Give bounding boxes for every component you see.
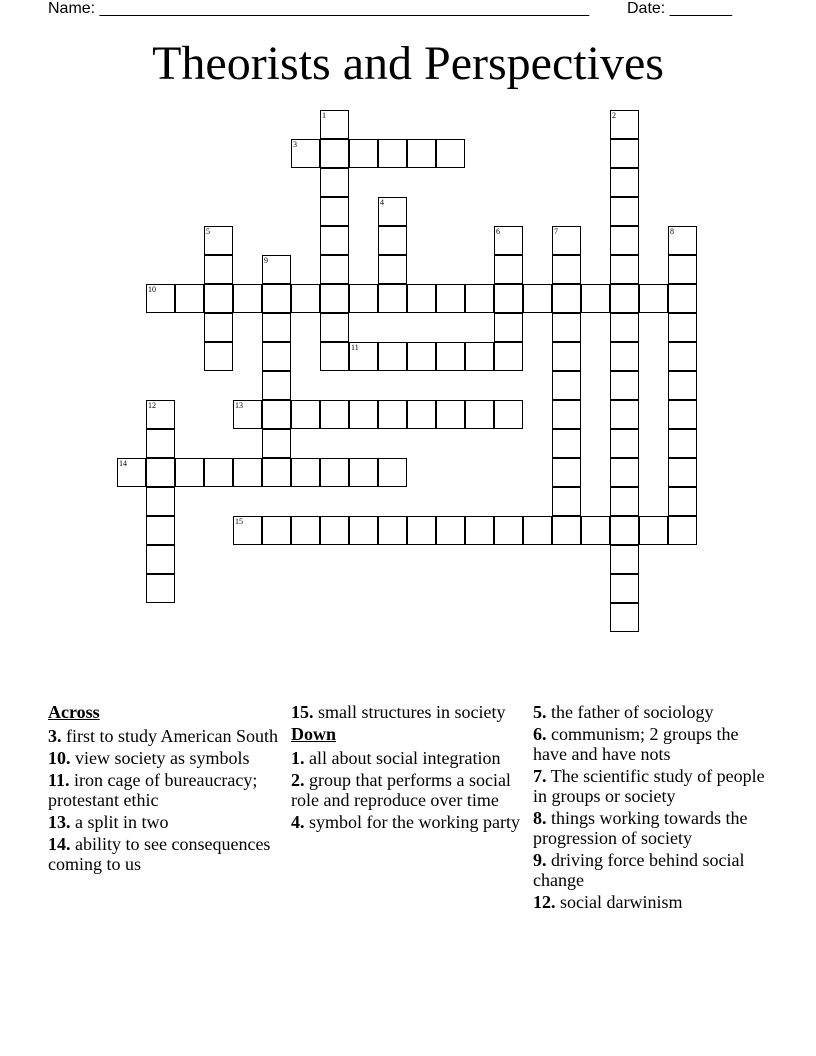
clue-text: all about social integration [309,748,501,768]
grid-cell[interactable] [494,255,523,284]
name-field-label: Name: _______________________________________________________ [48,0,589,17]
clue-number: 1. [291,748,305,768]
grid-cell[interactable] [668,342,697,371]
grid-cell[interactable] [146,284,175,313]
grid-cell[interactable] [552,487,581,516]
grid-cell[interactable] [146,545,175,574]
cell-number: 9 [264,256,268,265]
grid-cell[interactable] [610,371,639,400]
cell-number: 7 [554,227,558,236]
grid-cell[interactable] [552,400,581,429]
grid-cell[interactable] [320,255,349,284]
grid-cell[interactable] [552,255,581,284]
grid-cell[interactable] [610,545,639,574]
grid-cell[interactable] [378,284,407,313]
clue-text: communism; 2 groups the have and have nots [533,724,739,764]
grid-cell[interactable] [349,342,378,371]
clue-text: things working towards the progression of society [533,808,748,848]
clue-number: 14. [48,834,71,854]
grid-cell[interactable] [668,458,697,487]
grid-cell[interactable] [494,284,523,313]
clue-across-11 [48,770,280,810]
grid-cell[interactable] [146,487,175,516]
clue-text: The scientific study of people in groups or society [533,766,765,806]
grid-cell[interactable] [465,284,494,313]
grid-cell[interactable] [262,342,291,371]
cell-number: 2 [612,111,616,120]
grid-cell[interactable] [639,516,668,545]
grid-cell[interactable] [610,342,639,371]
grid-cell[interactable] [581,516,610,545]
clue-text: first to study American South [66,726,278,746]
grid-cell[interactable] [146,516,175,545]
clue-down-7 [533,766,773,806]
grid-cell[interactable] [320,197,349,226]
cell-number: 5 [206,227,210,236]
clue-text: a split in two [75,812,169,832]
grid-cell[interactable] [668,487,697,516]
grid-cell[interactable] [320,458,349,487]
cell-number: 10 [148,285,156,294]
grid-cell[interactable] [552,342,581,371]
grid-cell[interactable] [320,168,349,197]
grid-cell[interactable] [436,139,465,168]
cell-number: 13 [235,401,243,410]
grid-cell[interactable] [291,516,320,545]
grid-cell[interactable] [494,516,523,545]
grid-cell[interactable] [233,284,262,313]
grid-cell[interactable] [552,516,581,545]
grid-cell[interactable] [523,284,552,313]
clue-down-1 [291,748,523,768]
grid-cell[interactable] [552,371,581,400]
grid-cell[interactable] [349,139,378,168]
clue-down-12 [533,892,773,912]
grid-cell[interactable] [262,371,291,400]
clue-across-10 [48,748,280,768]
grid-cell[interactable] [610,516,639,545]
cell-number: 12 [148,401,156,410]
clue-number: 7. [533,766,547,786]
grid-cell[interactable] [610,574,639,603]
grid-cell[interactable] [378,516,407,545]
grid-cell[interactable] [552,313,581,342]
grid-cell[interactable] [407,516,436,545]
clue-down-5 [533,702,773,722]
down-heading: Down [291,724,337,744]
clue-number: 3. [48,726,62,746]
grid-cell[interactable] [291,139,320,168]
grid-cell[interactable] [465,342,494,371]
cell-number: 11 [351,343,359,352]
clue-text: iron cage of bureaucracy; protestant ethic [48,770,258,810]
grid-cell[interactable] [320,400,349,429]
clue-number: 12. [533,892,556,912]
clue-text: ability to see consequences coming to us [48,834,271,874]
clue-text: group that performs a social role and reproduce over time [291,770,511,810]
grid-cell[interactable] [204,342,233,371]
grid-cell[interactable] [610,603,639,632]
grid-cell[interactable] [610,139,639,168]
clue-down-2 [291,770,523,810]
clue-number: 13. [48,812,71,832]
grid-cell[interactable] [320,139,349,168]
cell-number: 1 [322,111,326,120]
grid-cell[interactable] [117,458,146,487]
grid-cell[interactable] [262,516,291,545]
clue-text: symbol for the working party [309,812,520,832]
grid-cell[interactable] [175,458,204,487]
grid-cell[interactable] [552,226,581,255]
grid-cell[interactable] [378,342,407,371]
grid-cell[interactable] [494,313,523,342]
clue-number: 10. [48,748,71,768]
grid-cell[interactable] [610,255,639,284]
grid-cell[interactable] [610,284,639,313]
grid-cell[interactable] [407,139,436,168]
clue-across-13 [48,812,280,832]
clue-text: driving force behind social change [533,850,745,890]
date-field-label: Date: _______ [627,0,732,17]
grid-cell[interactable] [668,255,697,284]
clue-text: the father of sociology [551,702,714,722]
grid-cell[interactable] [204,226,233,255]
grid-cell[interactable] [378,226,407,255]
clue-number: 5. [533,702,547,722]
grid-cell[interactable] [320,284,349,313]
grid-cell[interactable] [610,458,639,487]
across-heading: Across [48,702,100,722]
grid-cell[interactable] [262,255,291,284]
grid-cell[interactable] [175,284,204,313]
clue-number: 11. [48,770,70,790]
clue-down-6 [533,724,773,764]
grid-cell[interactable] [233,458,262,487]
grid-cell[interactable] [407,342,436,371]
grid-cell[interactable] [349,458,378,487]
grid-cell[interactable] [552,284,581,313]
grid-cell[interactable] [320,516,349,545]
clue-text: view society as symbols [75,748,250,768]
grid-cell[interactable] [668,400,697,429]
grid-cell[interactable] [494,400,523,429]
clue-down-8 [533,808,773,848]
grid-cell[interactable] [146,400,175,429]
grid-cell[interactable] [146,458,175,487]
grid-cell[interactable] [668,284,697,313]
clue-down-9 [533,850,773,890]
grid-cell[interactable] [668,226,697,255]
grid-cell[interactable] [552,458,581,487]
grid-cell[interactable] [552,429,581,458]
grid-cell[interactable] [291,458,320,487]
cell-number: 3 [293,140,297,149]
grid-cell[interactable] [320,313,349,342]
grid-cell[interactable] [349,400,378,429]
grid-cell[interactable] [436,516,465,545]
cell-number: 8 [670,227,674,236]
grid-cell[interactable] [436,342,465,371]
clues-column-3 [533,702,773,914]
grid-cell[interactable] [262,429,291,458]
grid-cell[interactable] [610,197,639,226]
grid-cell[interactable] [378,400,407,429]
clues-column-1 [48,702,280,876]
cell-number: 6 [496,227,500,236]
cell-number: 15 [235,517,243,526]
cell-number: 4 [380,198,384,207]
grid-cell[interactable] [581,284,610,313]
clue-number: 9. [533,850,547,870]
grid-cell[interactable] [610,313,639,342]
grid-cell[interactable] [204,284,233,313]
clue-number: 8. [533,808,547,828]
grid-cell[interactable] [291,400,320,429]
clues-column-2 [291,702,523,834]
clue-number: 2. [291,770,305,790]
clue-text: social darwinism [560,892,683,912]
grid-cell[interactable] [610,487,639,516]
grid-cell[interactable] [465,400,494,429]
grid-cell[interactable] [610,110,639,139]
grid-cell[interactable] [204,255,233,284]
grid-cell[interactable] [668,313,697,342]
grid-cell[interactable] [668,371,697,400]
clue-number: 4. [291,812,305,832]
grid-cell[interactable] [378,458,407,487]
clue-number: 15. [291,702,314,722]
grid-cell[interactable] [436,400,465,429]
grid-cell[interactable] [523,516,552,545]
clue-across-14 [48,834,280,874]
grid-cell[interactable] [407,400,436,429]
grid-cell[interactable] [668,516,697,545]
grid-cell[interactable] [291,284,320,313]
grid-cell[interactable] [668,429,697,458]
grid-cell[interactable] [204,458,233,487]
grid-cell[interactable] [262,458,291,487]
grid-cell[interactable] [378,197,407,226]
clue-text: small structures in society [318,702,506,722]
grid-cell[interactable] [610,226,639,255]
grid-cell[interactable] [233,400,262,429]
grid-cell[interactable] [610,168,639,197]
grid-cell[interactable] [320,110,349,139]
grid-cell[interactable] [320,342,349,371]
grid-cell[interactable] [610,400,639,429]
clue-number: 6. [533,724,547,744]
clue-down-4 [291,812,523,832]
grid-cell[interactable] [378,255,407,284]
grid-cell[interactable] [233,516,262,545]
grid-cell[interactable] [465,516,494,545]
grid-cell[interactable] [262,313,291,342]
grid-cell[interactable] [494,226,523,255]
grid-cell[interactable] [204,313,233,342]
clue-across-3 [48,726,280,746]
grid-cell[interactable] [262,284,291,313]
page-title: Theorists and Perspectives [152,37,664,90]
grid-cell[interactable] [320,226,349,255]
grid-cell[interactable] [146,429,175,458]
grid-cell[interactable] [639,284,668,313]
grid-cell[interactable] [407,284,436,313]
clue-across-15 [291,702,523,722]
grid-cell[interactable] [349,284,378,313]
grid-cell[interactable] [436,284,465,313]
grid-cell[interactable] [610,429,639,458]
grid-cell[interactable] [378,139,407,168]
grid-cell[interactable] [494,342,523,371]
grid-cell[interactable] [262,400,291,429]
grid-cell[interactable] [146,574,175,603]
grid-cell[interactable] [349,516,378,545]
cell-number: 14 [119,459,127,468]
header-line [48,0,748,20]
